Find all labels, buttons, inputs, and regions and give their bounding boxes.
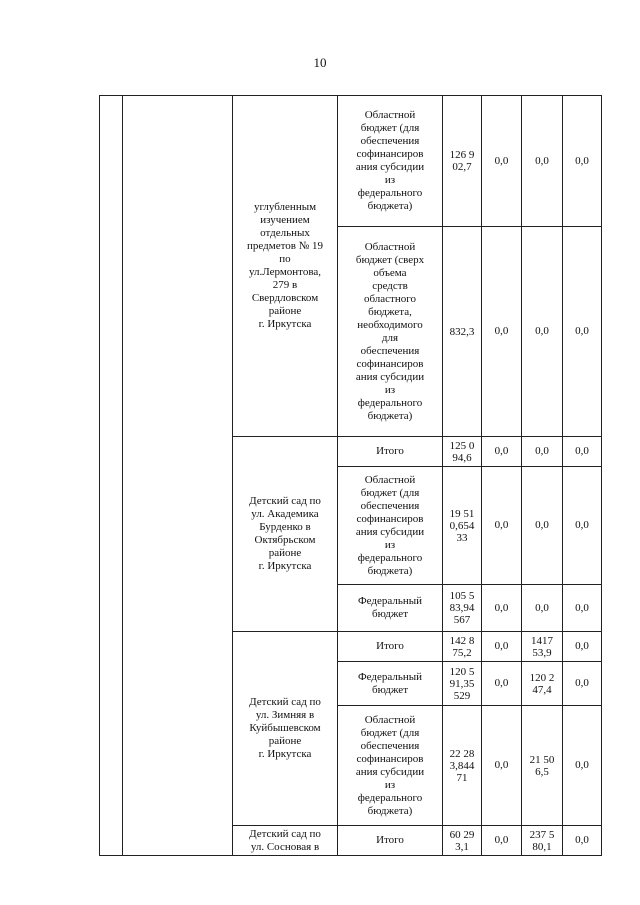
amount-cell: 0,0 (563, 437, 602, 467)
amount-cell: 21 50 6,5 (522, 706, 563, 826)
amount-cell: 0,0 (563, 585, 602, 632)
program-column (123, 96, 233, 856)
amount-cell: 0,0 (482, 632, 522, 662)
amount-cell: 0,0 (482, 826, 522, 856)
page-number: 10 (313, 55, 327, 70)
amount-total: 19 51 0,654 33 (443, 467, 482, 585)
amount-cell: 0,0 (563, 467, 602, 585)
amount-cell: 0,0 (522, 585, 563, 632)
budget-table (99, 95, 602, 856)
funding-source: Областной бюджет (сверх объема средств областного бюджета, необходимого для обеспечения софинансиров ания субсидии из федерального бюджета) (338, 227, 443, 437)
index-column (100, 96, 123, 856)
amount-cell: 0,0 (482, 96, 522, 227)
object-name: Детский сад по ул. Сосновая в (233, 826, 338, 856)
amount-total: 105 5 83,94 567 (443, 585, 482, 632)
funding-source: Итого (338, 632, 443, 662)
amount-cell: 0,0 (563, 706, 602, 826)
amount-cell: 237 5 80,1 (522, 826, 563, 856)
amount-total: 120 5 91,35 529 (443, 662, 482, 706)
amount-cell: 0,0 (482, 467, 522, 585)
amount-total: 832,3 (443, 227, 482, 437)
amount-cell: 0,0 (522, 227, 563, 437)
amount-cell: 0,0 (482, 706, 522, 826)
funding-source: Областной бюджет (для обеспечения софинансиров ания субсидии из федерального бюджета) (338, 96, 443, 227)
object-name: Детский сад по ул. Зимняя в Куйбышевском районе г. Иркутска (233, 632, 338, 826)
amount-cell: 0,0 (563, 96, 602, 227)
funding-source: Областной бюджет (для обеспечения софинансиров ания субсидии из федерального бюджета) (338, 706, 443, 826)
funding-source: Федеральный бюджет (338, 662, 443, 706)
amount-cell: 120 2 47,4 (522, 662, 563, 706)
amount-cell: 0,0 (482, 227, 522, 437)
funding-source: Федеральный бюджет (338, 585, 443, 632)
amount-cell: 0,0 (522, 437, 563, 467)
amount-total: 126 9 02,7 (443, 96, 482, 227)
amount-cell: 0,0 (482, 662, 522, 706)
amount-total: 142 8 75,2 (443, 632, 482, 662)
amount-total: 125 0 94,6 (443, 437, 482, 467)
amount-cell: 0,0 (563, 662, 602, 706)
amount-cell: 0,0 (482, 585, 522, 632)
funding-source: Итого (338, 437, 443, 467)
amount-cell: 0,0 (563, 227, 602, 437)
amount-total: 60 29 3,1 (443, 826, 482, 856)
amount-cell: 0,0 (482, 437, 522, 467)
funding-source: Областной бюджет (для обеспечения софинансиров ания субсидии из федерального бюджета) (338, 467, 443, 585)
amount-cell: 1417 53,9 (522, 632, 563, 662)
funding-source: Итого (338, 826, 443, 856)
table-row (100, 96, 602, 227)
object-name: Детский сад по ул. Академика Бурденко в Октябрьском районе г. Иркутска (233, 437, 338, 632)
amount-cell: 0,0 (563, 632, 602, 662)
amount-cell: 0,0 (522, 96, 563, 227)
amount-cell: 0,0 (563, 826, 602, 856)
amount-total: 22 28 3,844 71 (443, 706, 482, 826)
object-name: углубленным изучением отдельных предметов № 19 по ул.Лермонтова, 279 в Свердловском районе г. Иркутска (233, 96, 338, 437)
amount-cell: 0,0 (522, 467, 563, 585)
